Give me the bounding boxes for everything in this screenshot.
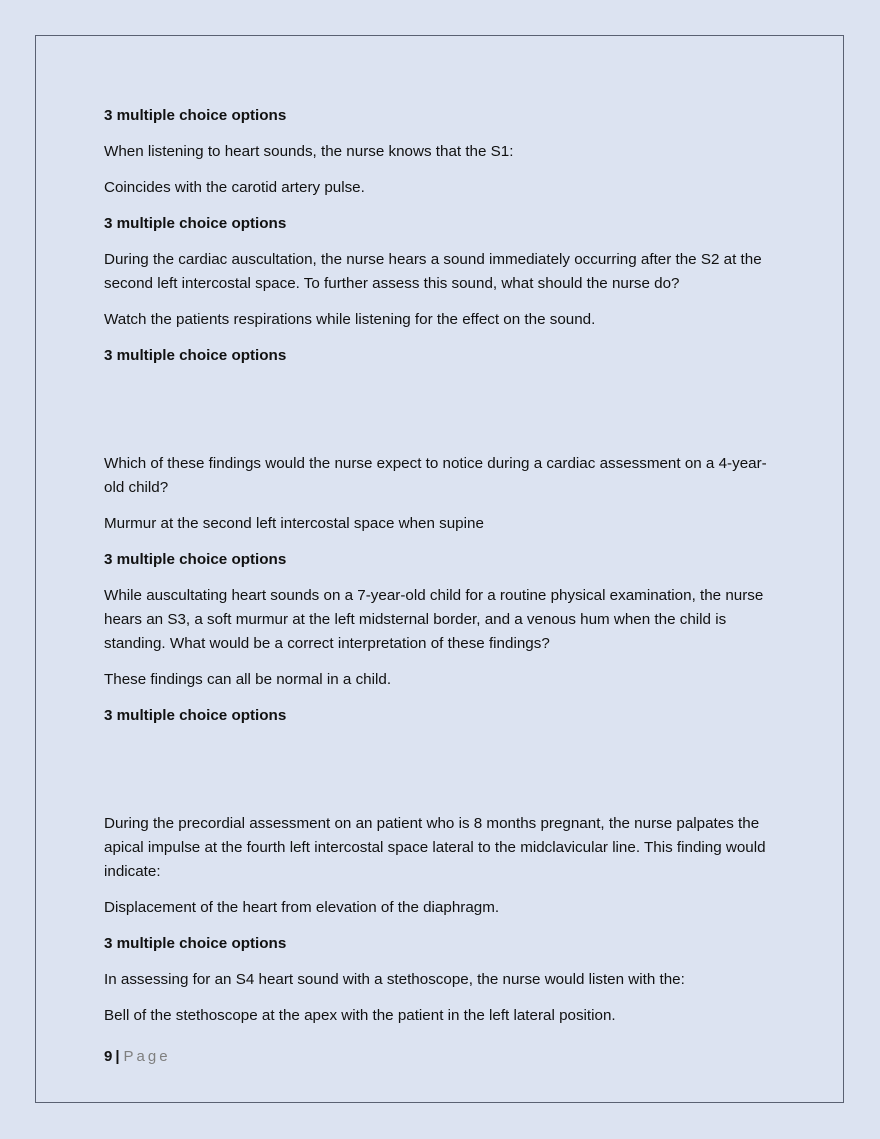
paragraph: Murmur at the second left intercostal space when supine [104, 515, 484, 532]
section-label: 3 multiple choice options [104, 107, 287, 124]
spacer [104, 380, 774, 452]
paragraph: During the precordial assessment on an patient who is 8 months pregnant, the nurse palpates the apical impulse at the fourth left intercostal space lateral to the midclavicular line. This finding would indicate: [104, 815, 766, 880]
section-label: 3 multiple choice options [104, 935, 287, 952]
paragraph: Which of these findings would the nurse expect to notice during a cardiac assessment on a 4-year-old child? [104, 455, 767, 496]
page-label: Page [123, 1048, 171, 1065]
spacer [104, 740, 774, 812]
section-label: 3 multiple choice options [104, 215, 287, 232]
paragraph: In assessing for an S4 heart sound with a stethoscope, the nurse would listen with the: [104, 971, 685, 988]
paragraph: Coincides with the carotid artery pulse. [104, 179, 365, 196]
section-label: 3 multiple choice options [104, 707, 287, 724]
document-body [104, 104, 774, 1040]
paragraph: These findings can all be normal in a child. [104, 671, 392, 688]
page-footer [104, 1045, 171, 1069]
paragraph: Watch the patients respirations while listening for the effect on the sound. [104, 311, 596, 328]
paragraph: During the cardiac auscultation, the nurse hears a sound immediately occurring after the S2 at the second left intercostal space. To further assess this sound, what should the nurse do? [104, 251, 762, 292]
page-number: 9 [104, 1048, 113, 1065]
paragraph: Bell of the stethoscope at the apex with the patient in the left lateral position. [104, 1007, 616, 1024]
section-label: 3 multiple choice options [104, 347, 287, 364]
section-label: 3 multiple choice options [104, 551, 287, 568]
paragraph: When listening to heart sounds, the nurse knows that the S1: [104, 143, 514, 160]
paragraph: While auscultating heart sounds on a 7-year-old child for a routine physical examination, the nurse hears an S3, a soft murmur at the left midsternal border, and a venous hum when the child is standing. What would be a correct interpretation of these findings? [104, 587, 764, 652]
paragraph: Displacement of the heart from elevation of the diaphragm. [104, 899, 500, 916]
footer-separator: | [115, 1048, 120, 1065]
